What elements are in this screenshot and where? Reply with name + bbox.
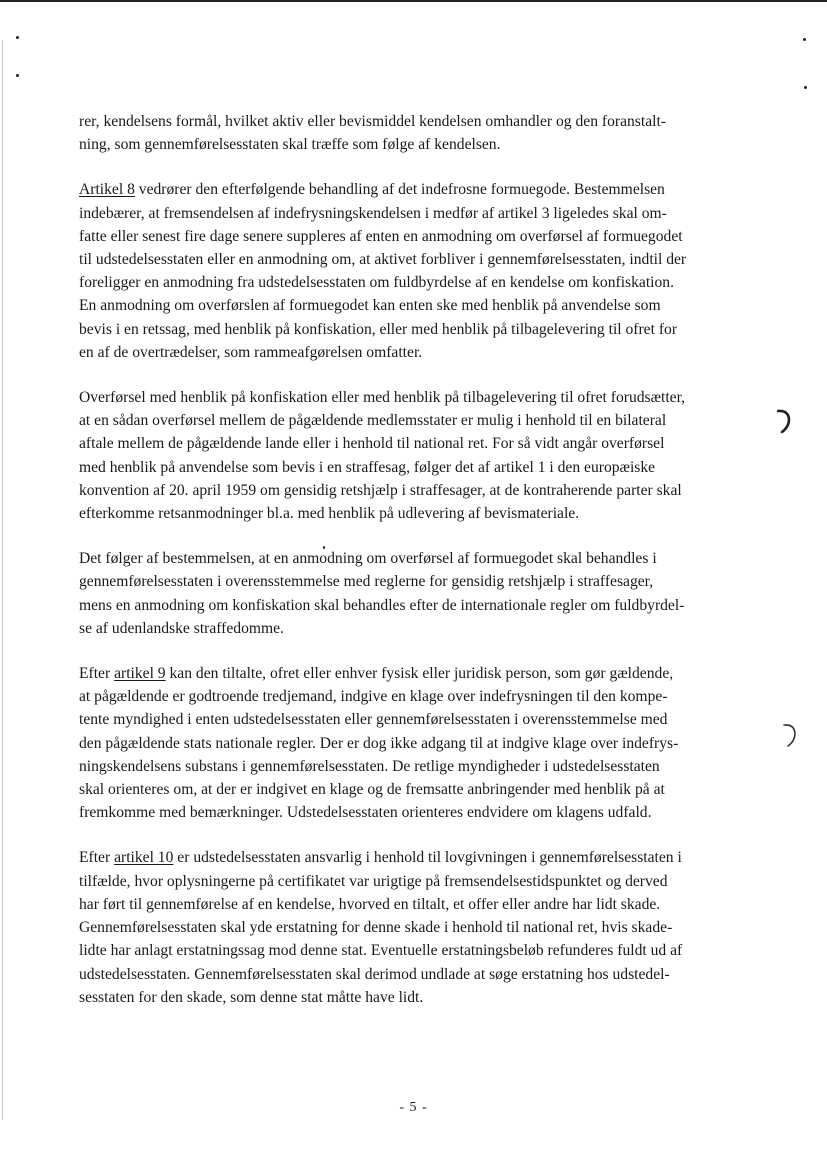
text-run: udstedelsesstaten. Gennemførelsesstaten skal derimod undlade at søge erstatning hos udstedel-: [79, 965, 670, 983]
text-line: [79, 711, 667, 728]
text-line: [79, 251, 686, 268]
text-line: [79, 228, 683, 245]
text-line: [79, 136, 501, 153]
paragraph: [79, 846, 739, 1008]
text-run: tilfælde, hvor oplysningerne på certifikatet var urigtige på fremsendelsestidspunktet og derved: [79, 872, 668, 890]
text-run: er udstedelsesstaten ansvarlig i henhold til lovgivningen i gennemførelsesstaten i: [173, 849, 682, 867]
text-line: [79, 181, 665, 198]
text-line: [79, 505, 579, 522]
article-reference: artikel 10: [114, 849, 174, 867]
text-run: Det følger af bestemmelsen, at en anmodning om overførsel af formuegodet skal behandles i: [79, 550, 657, 568]
text-line: [79, 873, 668, 890]
text-run: den pågældende stats nationale regler. Der er dog ikke adgang til at indgive klage over indefrys-: [79, 734, 679, 752]
text-run: vedrører den efterfølgende behandling af det indefrosne formuegode. Bestemmelsen: [134, 181, 665, 199]
document-body: [79, 110, 739, 1009]
text-run: Overførsel med henblik på konfiskation eller med henblik på tilbagelevering til ofret forudsætter,: [79, 389, 686, 407]
text-line: [79, 113, 666, 130]
paragraph: [79, 662, 739, 824]
text-line: [79, 989, 423, 1006]
article-reference: artikel 9: [114, 665, 166, 683]
text-run: indebærer, at fremsendelsen af indefrysningskendelsen i medfør af artikel 3 ligeledes skal om-: [79, 204, 667, 222]
text-line: [79, 896, 660, 913]
text-run: se af udenlandske straffedomme.: [79, 619, 284, 637]
paragraph: [79, 547, 739, 640]
text-run: mens en anmodning om konfiskation skal behandles efter de internationale regler om fuldbyrdel-: [79, 596, 685, 614]
text-run: lidte har anlagt erstatningssag mod denne stat. Eventuelle erstatningsbeløb refunderes fuldt ud af: [79, 942, 683, 960]
text-run: gennemførelsesstaten i overensstemmelse med reglerne for gensidig retshjælp i straffesager,: [79, 573, 654, 591]
text-line: [79, 459, 655, 476]
text-line: [79, 620, 284, 637]
text-line: [79, 482, 682, 499]
text-line: [79, 735, 678, 752]
text-run: En anmodning om overførslen af formuegodet kan enten ske med henblik på anvendelse som: [79, 297, 661, 315]
punch-hole-mark-upper: [777, 408, 789, 432]
text-run: Gennemførelsesstaten skal yde erstatning for denne skade i henhold til national ret, hvis skade-: [79, 919, 673, 937]
text-run: ningskendelsens substans i gennemførelsesstaten. De retlige myndigheder i udstedelsesstaten: [79, 757, 660, 775]
text-run: til udstedelsesstaten eller en anmodning om, at aktivet forbliver i gennemførelsesstaten, indtil der: [79, 251, 687, 269]
text-run: at pågældende er godtroende tredjemand, indgive en klage over indefrysningen til den kompe-: [79, 688, 668, 706]
text-line: [79, 781, 665, 798]
punch-hole-mark-lower: [783, 722, 795, 746]
text-run: Efter: [79, 849, 115, 867]
text-line: [79, 688, 667, 705]
text-line: [79, 919, 672, 936]
text-run: konvention af 20. april 1959 om gensidig retshjælp i straffesager, at de kontraherende parter skal: [79, 481, 682, 499]
text-line: [79, 804, 651, 821]
text-run: fatte eller senest fire dage senere suppleres af enten en anmodning om overførsel af formuegodet: [79, 227, 683, 245]
text-run: aftale mellem de pågældende lande eller i henhold til national ret. For så vidt angår overførsel: [79, 435, 665, 453]
text-line: [79, 435, 664, 452]
text-line: [79, 942, 682, 959]
scan-speck: [16, 74, 19, 77]
scan-speck: [804, 86, 807, 89]
text-line: [79, 966, 670, 983]
article-reference: Artikel 8: [79, 181, 135, 199]
text-line: [79, 412, 666, 429]
text-line: [79, 344, 422, 361]
text-line: [79, 849, 682, 866]
text-line: [79, 758, 660, 775]
text-run: bevis i en retssag, med henblik på konfiskation, eller med henblik på tilbagelevering til ofret for: [79, 320, 678, 338]
text-line: [79, 205, 667, 222]
text-run: en af de overtrædelser, som rammeafgørelsen omfatter.: [79, 343, 423, 361]
text-run: sesstaten for den skade, som denne stat måtte have lidt.: [79, 988, 424, 1006]
text-line: [79, 550, 657, 567]
text-line: [79, 321, 677, 338]
page-number: - 5 -: [399, 1100, 428, 1115]
scan-top-border: [0, 0, 827, 2]
text-line: [79, 597, 684, 614]
text-line: [79, 389, 685, 406]
paragraph: [79, 386, 739, 525]
text-run: efterkomme retsanmodninger bl.a. med henblik på udlevering af bevismateriale.: [79, 505, 580, 523]
text-run: skal orienteres om, at der er indgivet en klage og de fremsatte anbringender med henblik på at: [79, 781, 665, 799]
text-run: kan den tiltalte, ofret eller enhver fysisk eller juridisk person, som gør gældende,: [165, 665, 674, 683]
text-run: at en sådan overførsel mellem de pågældende medlemsstater er mulig i henhold til en bilateral: [79, 412, 667, 430]
text-run: med henblik på anvendelse som bevis i en straffesag, følger det af artikel 1 i den europæiske: [79, 458, 656, 476]
text-line: [79, 665, 673, 682]
text-run: fremkomme med bemærkninger. Udstedelsesstaten orienteres endvidere om klagens udfald.: [79, 804, 652, 822]
text-run: tente myndighed i enten udstedelsesstaten eller gennemførelsesstaten i overensstemmelse med: [79, 711, 668, 729]
scan-speck: [16, 36, 19, 39]
scan-left-edge: [2, 40, 3, 1120]
text-run: foreligger en anmodning fra udstedelsesstaten om fuldbyrdelse af en kendelse om konfiskation.: [79, 274, 674, 292]
text-run: Efter: [79, 665, 115, 683]
text-line: [79, 274, 674, 291]
scan-speck: [803, 38, 806, 41]
text-line: [79, 573, 653, 590]
text-run: ning, som gennemførelsesstaten skal træffe som følge af kendelsen.: [79, 136, 501, 154]
text-line: [79, 297, 661, 314]
paragraph: [79, 178, 739, 364]
text-run: har ført til gennemførelse af en kendelse, hvorved en tiltalt, et offer eller andre har lidt skade.: [79, 895, 661, 913]
paragraph: [79, 110, 739, 156]
text-run: rer, kendelsens formål, hvilket aktiv eller bevismiddel kendelsen omhandler og den foranstalt-: [79, 113, 666, 130]
